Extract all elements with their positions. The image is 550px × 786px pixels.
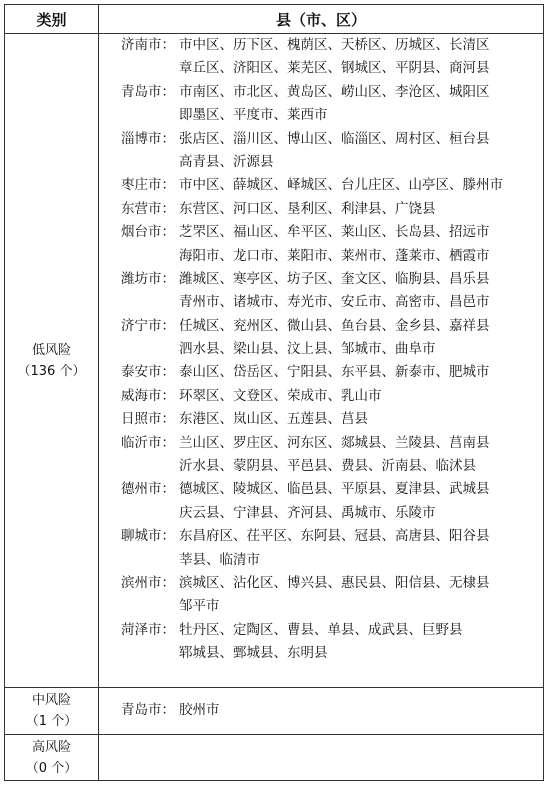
- high-risk-category: [5, 735, 99, 781]
- city-name: 日照市：: [121, 411, 175, 428]
- city-block: [99, 128, 543, 175]
- county-names: 潍城区、寒亭区、坊子区、奎文区、临朐县、昌乐县: [179, 270, 490, 287]
- city-block: [99, 221, 543, 268]
- county-names: 市中区、薛城区、峄城区、台儿庄区、山亭区、滕州市: [179, 177, 503, 194]
- city-line: [121, 34, 543, 57]
- city-name: 临沂市：: [121, 434, 175, 451]
- header-row: [5, 5, 544, 34]
- city-line: [121, 478, 543, 501]
- city-line: [121, 128, 543, 151]
- header-counties: 县（市、区）: [99, 5, 544, 34]
- county-names: 牡丹区、定陶区、曹县、单县、成武县、巨野县: [179, 621, 463, 638]
- city-block: [99, 408, 543, 431]
- city-line: [121, 198, 543, 221]
- high-risk-county-list: [99, 735, 544, 781]
- city-name: 济南市：: [121, 37, 175, 53]
- county-names: 章丘区、济阳区、莱芜区、钢城区、平阴县、商河县: [179, 60, 490, 77]
- high-risk-label: 高风险: [31, 739, 71, 755]
- city-line: [121, 361, 543, 384]
- county-names: 东港区、岚山区、五莲县、莒县: [179, 411, 368, 428]
- city-line: [99, 699, 543, 722]
- county-names: 沂水县、蒙阴县、平邑县、费县、沂南县、临沭县: [179, 458, 476, 475]
- county-names: 滨城区、沾化区、博兴县、惠民县、阳信县、无棣县: [179, 574, 490, 591]
- county-names: 兰山区、罗庄区、河东区、郯城县、兰陵县、莒南县: [179, 434, 490, 451]
- city-block: [99, 198, 543, 221]
- city-line: [121, 268, 543, 291]
- county-names: 东营区、河口区、垦利区、利津县、广饶县: [179, 200, 436, 217]
- county-names: 芝罘区、福山区、牟平区、莱山区、长岛县、招远市: [179, 224, 490, 241]
- low-risk-county-list: [99, 34, 544, 688]
- county-names: 海阳市、龙口市、莱阳市、莱州市、蓬莱市、栖霞市: [179, 247, 490, 264]
- county-names: 环翠区、文登区、荣成市、乳山市: [179, 387, 382, 404]
- city-block: [99, 268, 543, 315]
- city-line: [121, 221, 543, 244]
- medium-risk-county-list: [99, 688, 544, 735]
- city-block: [99, 572, 543, 619]
- high-risk-count: （0 个）: [25, 760, 78, 776]
- city-line: [121, 338, 543, 361]
- city-name: 青岛市：: [121, 702, 175, 719]
- county-names: 东昌府区、茌平区、东阿县、冠县、高唐县、阳谷县: [179, 528, 490, 545]
- city-block: [99, 385, 543, 408]
- city-block: [99, 432, 543, 479]
- county-names: 张店区、淄川区、博山区、临淄区、周村区、桓台县: [179, 130, 490, 147]
- low-risk-count: （136 个）: [17, 363, 86, 379]
- medium-risk-category: [5, 688, 99, 735]
- city-line: [121, 81, 543, 104]
- medium-risk-label: 中风险: [31, 693, 71, 708]
- county-names: 青州市、诸城市、寿光市、安丘市、高密市、昌邑市: [179, 294, 490, 311]
- city-line: [121, 642, 543, 665]
- county-names: 庆云县、宁津县、齐河县、禹城市、乐陵市: [179, 504, 436, 521]
- city-name: 东营市：: [121, 200, 175, 217]
- city-name: 烟台市：: [121, 224, 175, 241]
- header-category: 类别: [5, 5, 99, 34]
- city-line: [121, 549, 543, 572]
- city-line: [121, 525, 543, 548]
- city-name: 菏泽市：: [121, 621, 175, 638]
- city-line: [121, 57, 543, 80]
- county-names: 市南区、市北区、黄岛区、崂山区、李沧区、城阳区: [179, 83, 490, 100]
- city-name: 枣庄市：: [121, 177, 175, 194]
- city-block: [99, 34, 543, 81]
- county-names: 泗水县、梁山县、汶上县、邹城市、曲阜市: [179, 341, 436, 358]
- city-block: [99, 525, 543, 572]
- city-name: 潍坊市：: [121, 270, 175, 287]
- city-name: 泰安市：: [121, 364, 175, 381]
- city-line: [121, 104, 543, 127]
- city-line: [121, 245, 543, 268]
- city-line: [121, 385, 543, 408]
- city-line: [121, 408, 543, 431]
- medium-risk-row: [5, 688, 544, 735]
- county-names: 任城区、兖州区、微山县、鱼台县、金乡县、嘉祥县: [179, 317, 490, 334]
- medium-risk-count: （1 个）: [25, 714, 78, 729]
- county-names: 邹平市: [179, 598, 220, 615]
- city-block: [99, 619, 543, 666]
- city-name: 威海市：: [121, 387, 175, 404]
- city-line: [121, 502, 543, 525]
- low-risk-category: [5, 34, 99, 688]
- city-block: [99, 478, 543, 525]
- city-line: [121, 595, 543, 618]
- county-names: 高青县、沂源县: [179, 153, 274, 170]
- city-line: [121, 315, 543, 338]
- city-block: [99, 174, 543, 197]
- city-name: 滨州市：: [121, 574, 175, 591]
- county-names: 郓城县、鄄城县、东明县: [179, 645, 328, 662]
- city-line: [121, 291, 543, 314]
- high-risk-row: [5, 735, 544, 781]
- city-name: 聊城市：: [121, 528, 175, 545]
- county-names: 胶州市: [179, 702, 220, 719]
- city-name: 济宁市：: [121, 317, 175, 334]
- risk-level-table: [4, 4, 544, 781]
- city-line: [121, 432, 543, 455]
- city-name: 德州市：: [121, 481, 175, 498]
- city-line: [121, 572, 543, 595]
- county-names: 即墨区、平度市、莱西市: [179, 107, 328, 124]
- city-line: [121, 619, 543, 642]
- city-line: [121, 455, 543, 478]
- city-line: [121, 151, 543, 174]
- city-block: [99, 81, 543, 128]
- city-block: [99, 315, 543, 362]
- county-names: 市中区、历下区、槐荫区、天桥区、历城区、长清区: [179, 37, 490, 53]
- city-block: [99, 361, 543, 384]
- county-names: 莘县、临清市: [179, 551, 260, 568]
- low-risk-row: [5, 34, 544, 688]
- county-names: 泰山区、岱岳区、宁阳县、东平县、新泰市、肥城市: [179, 364, 490, 381]
- city-line: [121, 174, 543, 197]
- city-name: 淄博市：: [121, 130, 175, 147]
- city-name: 青岛市：: [121, 83, 175, 100]
- low-risk-label: 低风险: [31, 342, 71, 358]
- county-names: 德城区、陵城区、临邑县、平原县、夏津县、武城县: [179, 481, 490, 498]
